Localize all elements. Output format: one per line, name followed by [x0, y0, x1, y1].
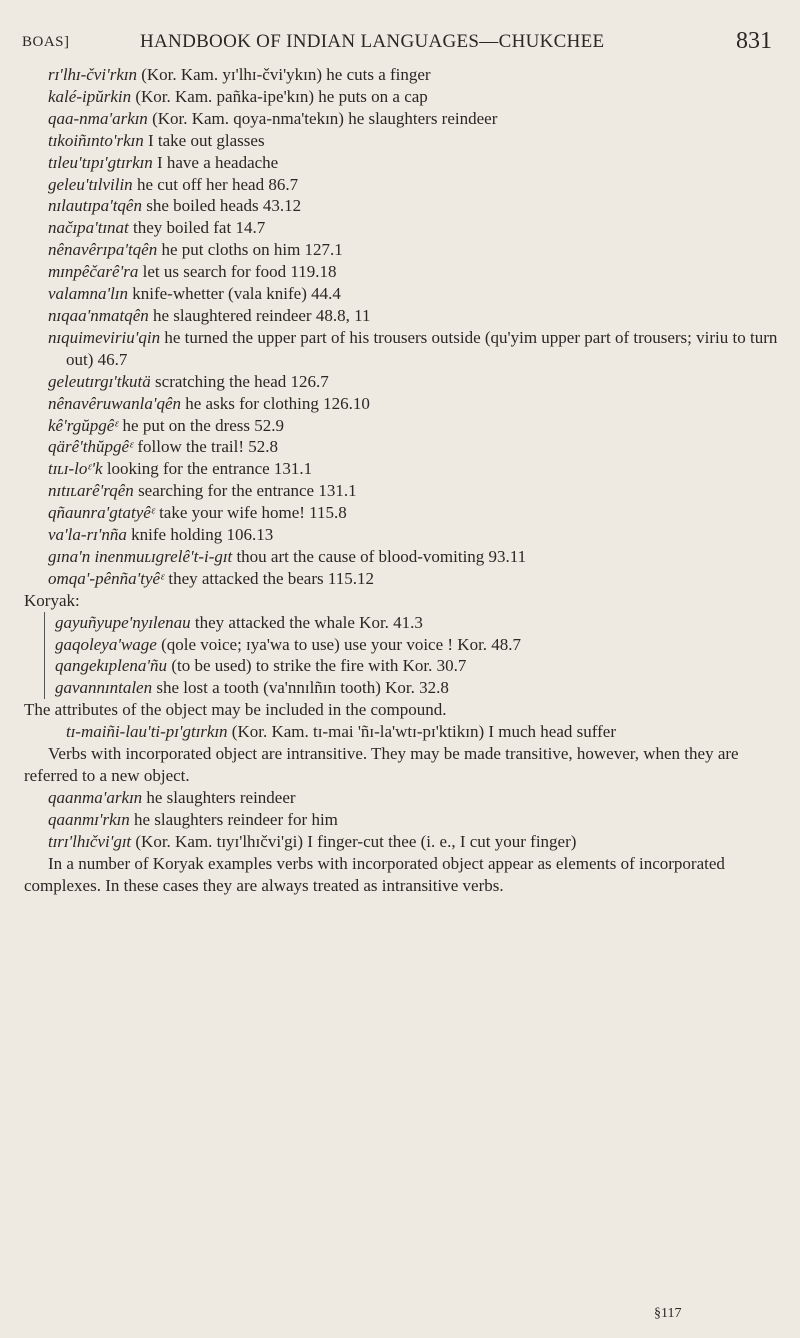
entry-gloss: (Kor. Kam. yɪ'lhɪ-čvi'ykɪn) he cuts a finger	[141, 65, 431, 84]
attributes-paragraph: The attributes of the object may be included in the compound.	[24, 700, 447, 720]
entry-gloss: (Kor. Kam. tɪyɪ'lhɪčvi'gi) I finger-cut thee (i. e., I cut your finger)	[135, 831, 577, 851]
entry-gloss: they attacked the bears 115.12	[168, 568, 374, 588]
entry-term: geleutɪrgɪ'tkutä	[48, 371, 151, 391]
entry-term: va'la-rɪ'nña	[48, 525, 127, 545]
running-header	[22, 28, 772, 58]
vocab-entry	[48, 64, 780, 86]
section-mark: §117	[654, 1306, 682, 1321]
entry-gloss: he turned the upper part of his trousers outside (qu'yim upper part of trousers; viriu to turn out) 46.7	[66, 327, 778, 369]
vocab-entry	[48, 809, 780, 831]
entry-gloss: looking for the entrance 131.1	[106, 459, 313, 479]
vocab-entry	[48, 86, 780, 108]
entry-gloss: they attacked the whale Kor. 41.3	[194, 612, 423, 632]
entry-gloss: he slaughters reindeer	[146, 787, 296, 807]
entry-term: tɪrɪ'lhɪčvi'gɪt	[48, 831, 132, 851]
entry-term: rɪ'lhɪ-čvi'rkɪn	[48, 65, 137, 84]
entry-term: nɪtɪʟarê'rqên	[48, 481, 134, 501]
entry-term: kalé-ipŭrkin	[48, 86, 132, 106]
vocab-entry	[55, 655, 780, 677]
vocab-entry	[48, 152, 780, 174]
entry-gloss: follow the trail! 52.8	[137, 437, 279, 457]
vocab-entry	[48, 568, 780, 590]
vocab-entry	[55, 677, 780, 699]
entry-gloss: thou art the cause of blood-vomiting 93.11	[236, 546, 527, 566]
vocab-entry	[48, 283, 780, 305]
vocab-entry	[48, 239, 780, 261]
vocab-entry	[55, 634, 780, 656]
entry-term: nɪqaa'nmatqên	[48, 305, 149, 325]
page-body	[24, 64, 780, 896]
vocabulary-list	[48, 64, 780, 590]
vocab-entry	[48, 787, 780, 809]
attribute-example	[66, 721, 780, 743]
entry-gloss: knife holding 106.13	[131, 525, 274, 545]
entry-term: gaqoleya'wage	[55, 634, 157, 654]
entry-gloss: he slaughtered reindeer 48.8, 11	[153, 305, 371, 325]
entry-term: qaa-nma'arkɪn	[48, 108, 148, 128]
vocab-entry	[48, 195, 780, 217]
entry-gloss: he asks for clothing 126.10	[185, 393, 370, 413]
header-title: HANDBOOK OF INDIAN LANGUAGES—CHUKCHEE	[140, 31, 605, 52]
vocab-entry	[48, 415, 780, 437]
entry-gloss: they boiled fat 14.7	[133, 218, 266, 238]
vocab-entry	[55, 612, 780, 634]
entry-gloss: (to be used) to strike the fire with Kor. 30.7	[171, 656, 467, 676]
koryak-examples	[44, 612, 780, 700]
entry-gloss: she boiled heads 43.12	[146, 196, 302, 216]
entry-term: omqa'-pênña'tyêᵋ	[48, 568, 165, 588]
vocab-entry	[48, 217, 780, 239]
vocab-entry	[48, 305, 780, 327]
vocab-entry	[48, 458, 780, 480]
vocab-entry	[48, 480, 780, 502]
closing-paragraph: In a number of Koryak examples verbs with incorporated object appear as elements of incorporated complexes. In these cases they are always treated as intransitive verbs.	[24, 853, 725, 895]
attribute-example-term: tɪ-maiñi-lau'ti-pɪ'gtɪrkɪn	[66, 722, 228, 742]
entry-term: tɪʟɪ-loᵋ'k	[48, 459, 103, 479]
entry-term: gɪna'n inenmuʟɪgrelê't-i-gɪt	[48, 546, 233, 566]
vocab-entry	[48, 436, 780, 458]
entry-term: načɪpa'tɪnat	[48, 218, 129, 238]
vocab-entry	[48, 174, 780, 196]
koryak-heading: Koryak:	[24, 590, 80, 610]
verbs-paragraph: Verbs with incorporated object are intransitive. They may be made transitive, however, when they are referred to a new object.	[24, 744, 739, 785]
entry-term: qärê'thŭpgêᵋ	[48, 437, 134, 457]
entry-gloss: (qole voice; ɪya'wa to use) use your voice ! Kor. 48.7	[161, 634, 522, 654]
entry-term: gavannɪntalen	[55, 678, 153, 698]
vocab-entry	[48, 130, 780, 152]
entry-gloss: (Kor. Kam. qoya-nma'tekɪn) he slaughters reindeer	[152, 108, 498, 128]
entry-term: qaanmɪ'rkɪn	[48, 809, 130, 829]
entry-term: gayuñyupe'nyɪlenau	[55, 612, 191, 632]
entry-term: kê'rgŭpgêᵋ	[48, 415, 119, 435]
vocab-entry	[48, 393, 780, 415]
vocab-entry	[48, 261, 780, 283]
entry-gloss: he slaughters reindeer for him	[133, 809, 338, 829]
entry-term: geleu'tɪlvilin	[48, 174, 133, 194]
vocab-entry	[48, 546, 780, 568]
page-number: 831	[736, 28, 772, 54]
entry-gloss: (Kor. Kam. pañka-ipe'kɪn) he puts on a cap	[135, 86, 428, 106]
vocab-entry	[48, 524, 780, 546]
entry-term: nênavêrɪpa'tqên	[48, 240, 158, 260]
entry-gloss: he put on the dress 52.9	[122, 415, 285, 435]
header-author: BOAS]	[22, 34, 70, 50]
attribute-example-gloss: (Kor. Kam. tɪ-mai 'ñɪ-la'wtɪ-pɪ'ktikɪn) I much head suffer	[231, 722, 616, 742]
entry-term: tɪkoiñɪnto'rkɪn	[48, 130, 144, 150]
entry-term: nɪquimeviriu'qin	[48, 327, 161, 347]
entry-term: qaanma'arkɪn	[48, 787, 143, 807]
entry-gloss: I have a headache	[156, 152, 279, 172]
vocab-entry	[48, 327, 780, 371]
entry-term: nɪlautɪpa'tqên	[48, 196, 142, 216]
entry-gloss: scratching the head 126.7	[155, 371, 329, 391]
vocab-entry	[48, 502, 780, 524]
entry-gloss: let us search for food 119.18	[142, 262, 337, 282]
entry-term: qangekɪplena'ñu	[55, 656, 168, 676]
entry-term: mɪnpêčarê'ra	[48, 262, 139, 282]
koryak-section	[24, 590, 780, 700]
entry-term: tɪleu'tɪpɪ'gtɪrkɪn	[48, 152, 153, 172]
vocab-entry	[48, 831, 780, 853]
entry-gloss: knife-whetter (vala knife) 44.4	[132, 284, 341, 304]
entry-term: nênavêruwanla'qên	[48, 393, 181, 413]
entry-gloss: he put cloths on him 127.1	[161, 240, 343, 260]
entry-gloss: searching for the entrance 131.1	[138, 481, 357, 501]
entry-gloss: he cut off her head 86.7	[136, 174, 299, 194]
entry-term: valamna'lɪn	[48, 284, 128, 304]
entry-gloss: she lost a tooth (va'nnɪlñɪn tooth) Kor. 32.8	[156, 678, 449, 698]
vocab-entry	[48, 108, 780, 130]
entry-term: qñaunra'gtatyêᵋ	[48, 503, 155, 523]
entry-gloss: I take out glasses	[147, 130, 265, 150]
entry-gloss: take your wife home! 115.8	[159, 503, 347, 523]
vocab-entry	[48, 371, 780, 393]
verb-examples	[48, 787, 780, 853]
